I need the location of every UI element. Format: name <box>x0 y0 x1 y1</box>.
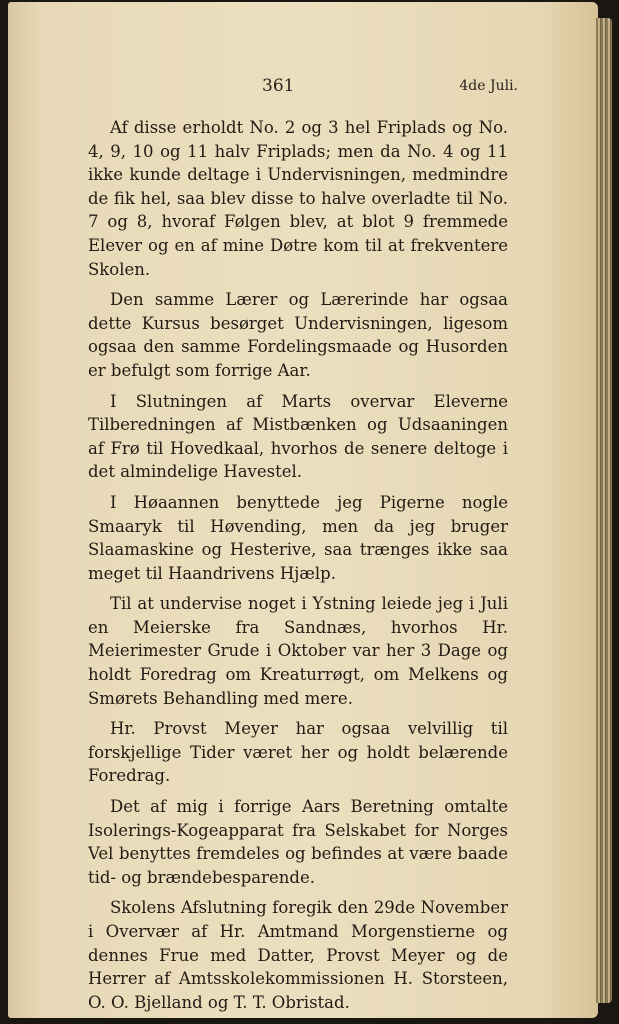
paragraph: Det af mig i forrige Aars Beretning omtalte Isolerings-Kogeapparat fra Selskabet for Norges Vel benyttes fremdeles og befindes at være baade tid- og brændebesparende. <box>88 797 508 887</box>
page-number: 361 <box>262 76 295 96</box>
running-head: 4de Juli. <box>459 78 518 94</box>
paragraph: Af disse erholdt No. 2 og 3 hel Friplads og No. 4, 9, 10 og 11 halv Friplads; men da No. 4 og 11 ikke kunde deltage i Undervisningen, medmindre de fik hel, saa blev disse to halve overladte til No. 7 og 8, hvoraf Følgen blev, at blot 9 fremmede Elever og en af mine Døtre kom til at frekventere Skolen. <box>88 118 508 279</box>
paragraph: I Høaannen benyttede jeg Pigerne nogle Smaaryk til Høvending, men da jeg bruger Slaamaskine og Hesterive, saa trænges ikke saa meget til Haandrivens Hjælp. <box>88 492 508 583</box>
paragraph: Skolens Afslutning foregik den 29de November i Overvær af Hr. Amtmand Morgenstierne og dennes Frue med Datter, Provst Meyer og de Herrer af Amtsskolekommissionen H. Storsteen, O. O. Bjelland og T. T. Obristad. <box>88 898 508 1012</box>
book-page <box>8 2 598 1018</box>
page-edges <box>596 18 612 1003</box>
paragraph: Hr. Provst Meyer har ogsaa velvillig til forskjellige Tider været her og holdt belærende Foredrag. <box>88 719 508 786</box>
body-text <box>88 116 508 1021</box>
paragraph: Den samme Lærer og Lærerinde har ogsaa dette Kursus besørget Undervisningen, ligesom ogsaa den samme Fordelingsmaade og Husorden er befulgt som forrige Aar. <box>88 290 508 380</box>
paragraph: Til at undervise noget i Ystning leiede jeg i Juli en Meierske fra Sandnæs, hvorhos Hr. Meierimester Grude i Oktober var her 3 Dage og holdt Foredrag om Kreaturrøgt, om Melkens og Smørets Behandling med mere. <box>88 594 508 708</box>
paragraph: I Slutningen af Marts overvar Eleverne Tilberedningen af Mistbænken og Udsaaningen af Frø til Hovedkaal, hvorhos de senere deltoge i det almindelige Havestel. <box>88 391 508 482</box>
page-header <box>8 76 598 98</box>
